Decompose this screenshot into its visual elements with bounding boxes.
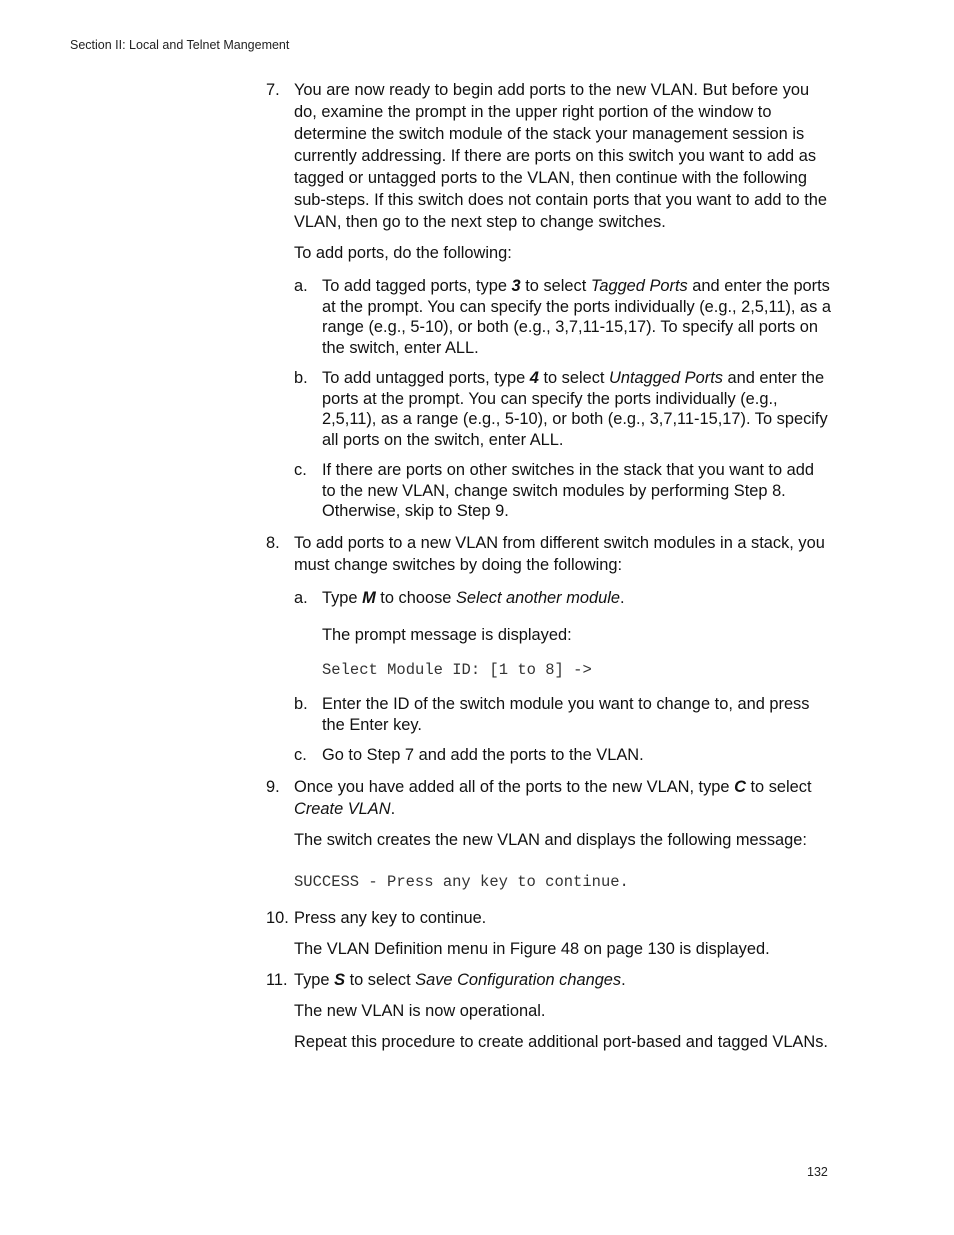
substep-8a: a. Type M to choose Select another module. The prompt message is displayed: Select Module ID: [1 to 8] -> (294, 588, 832, 681)
running-header: Section II: Local and Telnet Mangement (70, 38, 290, 52)
menu-key: 3 (511, 277, 521, 295)
step-8 (266, 532, 832, 576)
substep-letter: a. (294, 588, 308, 607)
substep-7b: b. To add untagged ports, type 4 to select Untagged Ports and enter the ports at the prompt. You can specify the ports individually (e.g., 2,5,11), as a range (e.g., 5-10), or both (e.g., 3,7,11-15,17). To specify all ports on the switch, enter ALL. (294, 369, 828, 449)
menu-option: Untagged Ports (609, 369, 723, 387)
substep-7c: c. If there are ports on other switches in the stack that you want to add to the new VLAN, change switch modules by performing Step 8. Otherwise, skip to Step 9. (294, 461, 814, 520)
step-7 (266, 79, 832, 264)
step-text: Once you have added all of the ports to the new VLAN, type C to select Create VLAN. (294, 777, 812, 818)
step-text: Type S to select Save Configuration changes. (294, 970, 626, 989)
menu-option: Create VLAN (294, 799, 391, 818)
step-note: The VLAN Definition menu in Figure 48 on page 130 is displayed. (294, 939, 770, 958)
procedure-steps (266, 79, 832, 1053)
step-number: 11. (266, 970, 288, 989)
menu-key: M (362, 588, 376, 607)
menu-option: Select another module (455, 588, 620, 607)
step-11 (266, 969, 832, 1053)
code-success: SUCCESS - Press any key to continue. (294, 872, 629, 891)
substep-8c: c. Go to Step 7 and add the ports to the VLAN. (294, 746, 644, 764)
menu-key: C (734, 777, 746, 796)
menu-option: Save Configuration changes (415, 970, 622, 989)
step-note: Repeat this procedure to create additional port-based and tagged VLANs. (294, 1032, 828, 1051)
menu-option: Tagged Ports (590, 277, 688, 295)
step-intro: To add ports, do the following: (294, 244, 512, 262)
step-text: To add ports to a new VLAN from different switch modules in a stack, you must change switches by doing the following: (294, 533, 825, 574)
substep-letter: b. (294, 369, 308, 387)
step-text: You are now ready to begin add ports to the new VLAN. But before you do, examine the prompt in the upper right portion of the window to determine the switch module of the stack your management session is currently addressing. If there are ports on this switch you want to add as tagged or untagged ports to the VLAN, then continue with the following sub-steps. If this switch does not contain ports that you want to add to the VLAN, then go to the next step to change switches. (294, 81, 827, 231)
step-message: The switch creates the new VLAN and displays the following message: (294, 830, 807, 849)
step-number: 7. (266, 81, 280, 99)
substep-letter: c. (294, 746, 307, 764)
prompt-message-text: The prompt message is displayed: (322, 626, 572, 644)
step-number: 9. (266, 777, 280, 796)
page-number: 132 (807, 1165, 828, 1179)
substep-letter: b. (294, 695, 308, 713)
step-number: 10. (266, 908, 289, 927)
substep-letter: a. (294, 277, 308, 295)
step-text: Press any key to continue. (294, 908, 487, 927)
step-9 (266, 776, 832, 893)
step-10 (266, 907, 832, 960)
step-number: 8. (266, 533, 280, 552)
substep-8b: b. Enter the ID of the switch module you want to change to, and press the Enter key. (294, 695, 810, 734)
code-prompt: Select Module ID: [1 to 8] -> (322, 660, 592, 679)
menu-key: 4 (529, 369, 539, 387)
step-note: The new VLAN is now operational. (294, 1001, 546, 1020)
substep-7a: a. To add tagged ports, type 3 to select Tagged Ports and enter the ports at the prompt. You can specify the ports individually (e.g., 2,5,11), as a range (e.g., 5-10), or both (e.g., 3,7,11-15,17). To specify all ports on the switch, enter ALL. (294, 277, 832, 357)
menu-key: S (334, 970, 346, 989)
substep-letter: c. (294, 461, 307, 479)
